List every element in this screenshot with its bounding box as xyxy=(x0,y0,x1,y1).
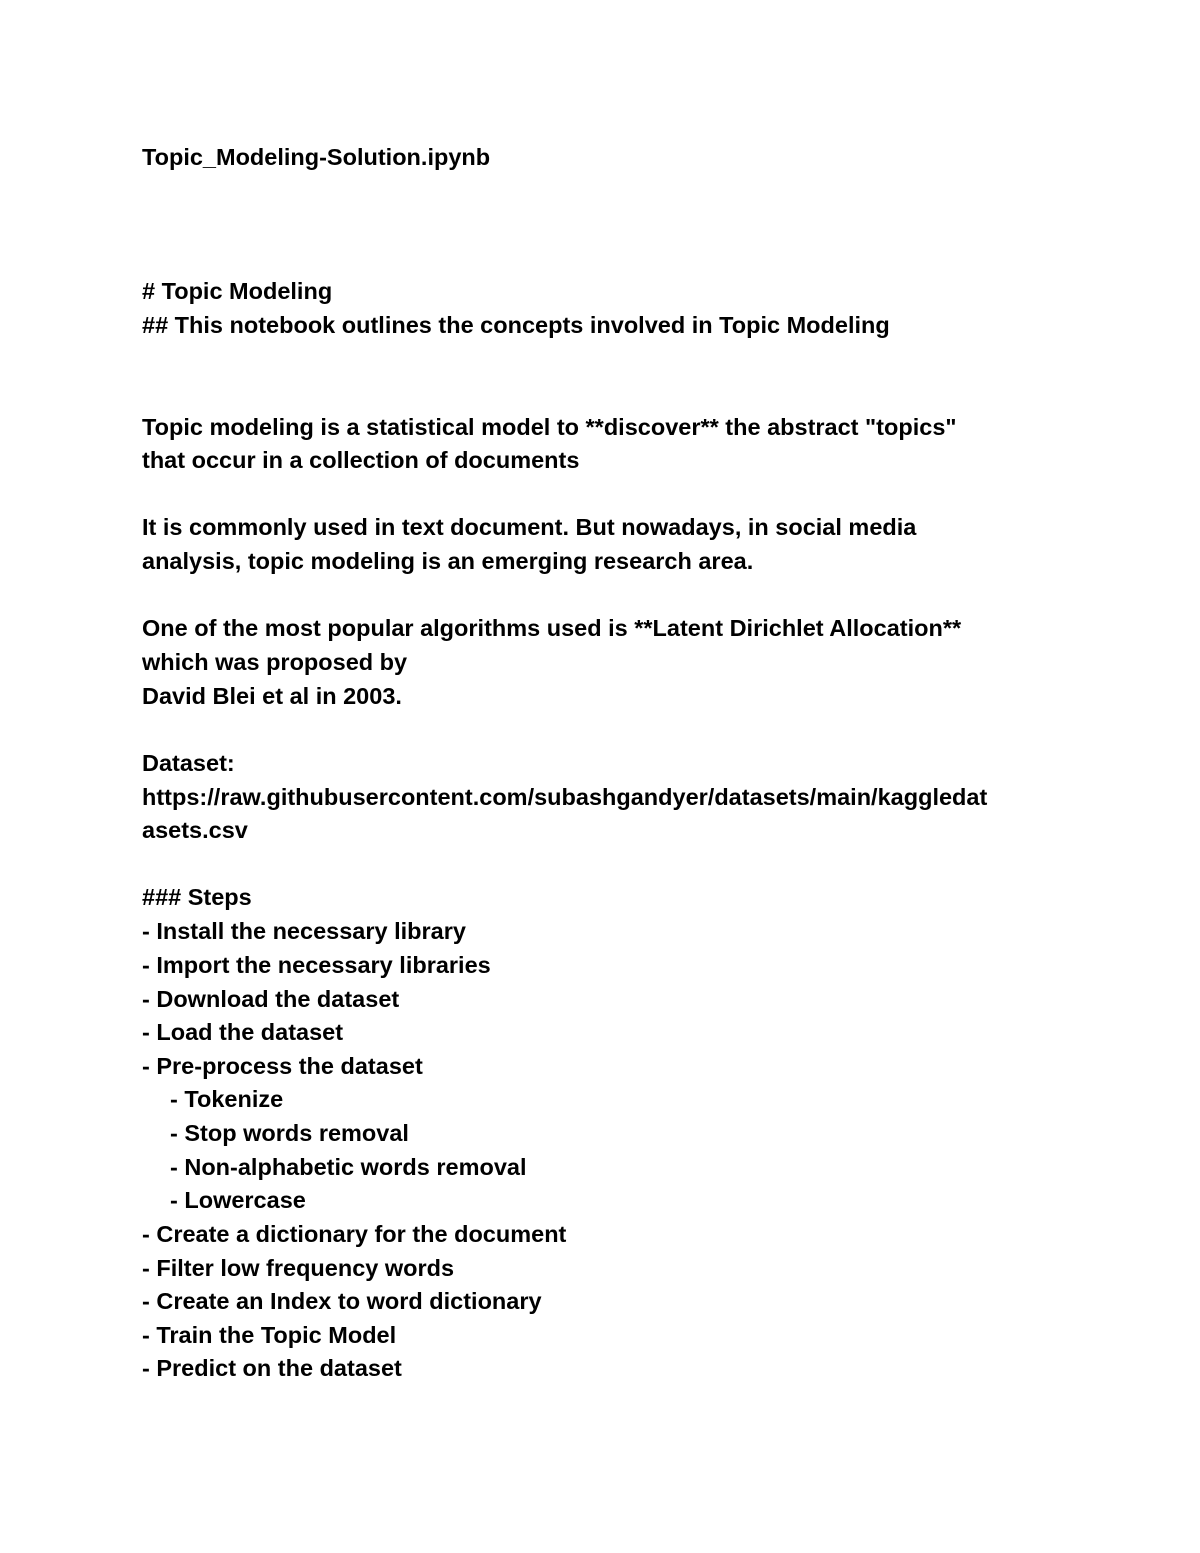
heading-level-1: # Topic Modeling xyxy=(142,278,333,304)
step-item: - Pre-process the dataset xyxy=(142,1053,423,1079)
substep-item: - Non-alphabetic words removal xyxy=(170,1154,527,1180)
usage-line: analysis, topic modeling is an emerging research area. xyxy=(142,548,754,574)
notebook-filename: Topic_Modeling-Solution.ipynb xyxy=(142,144,491,170)
step-item: - Train the Topic Model xyxy=(142,1322,397,1348)
lda-line: which was proposed by xyxy=(142,649,408,675)
substep-item: - Lowercase xyxy=(170,1187,306,1213)
step-item: - Download the dataset xyxy=(142,986,400,1012)
dataset-label: Dataset: xyxy=(142,750,235,776)
lda-line: David Blei et al in 2003. xyxy=(142,683,402,709)
step-item: - Filter low frequency words xyxy=(142,1255,455,1281)
substep-item: - Stop words removal xyxy=(170,1120,409,1146)
usage-line: It is commonly used in text document. But nowadays, in social media xyxy=(142,514,917,540)
step-item: - Load the dataset xyxy=(142,1019,344,1045)
dataset-url: https://raw.githubusercontent.com/subashgandyer/datasets/main/kaggledat xyxy=(142,784,988,810)
substep-item: - Tokenize xyxy=(170,1086,284,1112)
step-item: - Create a dictionary for the document xyxy=(142,1221,567,1247)
heading-level-2: ## This notebook outlines the concepts involved in Topic Modeling xyxy=(142,312,890,338)
dataset-url: asets.csv xyxy=(142,817,248,843)
intro-line: Topic modeling is a statistical model to **discover** the abstract "topics" xyxy=(142,414,957,440)
step-item: - Import the necessary libraries xyxy=(142,952,491,978)
intro-line: that occur in a collection of documents xyxy=(142,447,580,473)
step-item: - Create an Index to word dictionary xyxy=(142,1288,542,1314)
step-item: - Install the necessary library xyxy=(142,918,466,944)
step-item: - Predict on the dataset xyxy=(142,1355,402,1381)
lda-line: One of the most popular algorithms used is **Latent Dirichlet Allocation** xyxy=(142,615,962,641)
steps-heading: ### Steps xyxy=(142,884,252,910)
